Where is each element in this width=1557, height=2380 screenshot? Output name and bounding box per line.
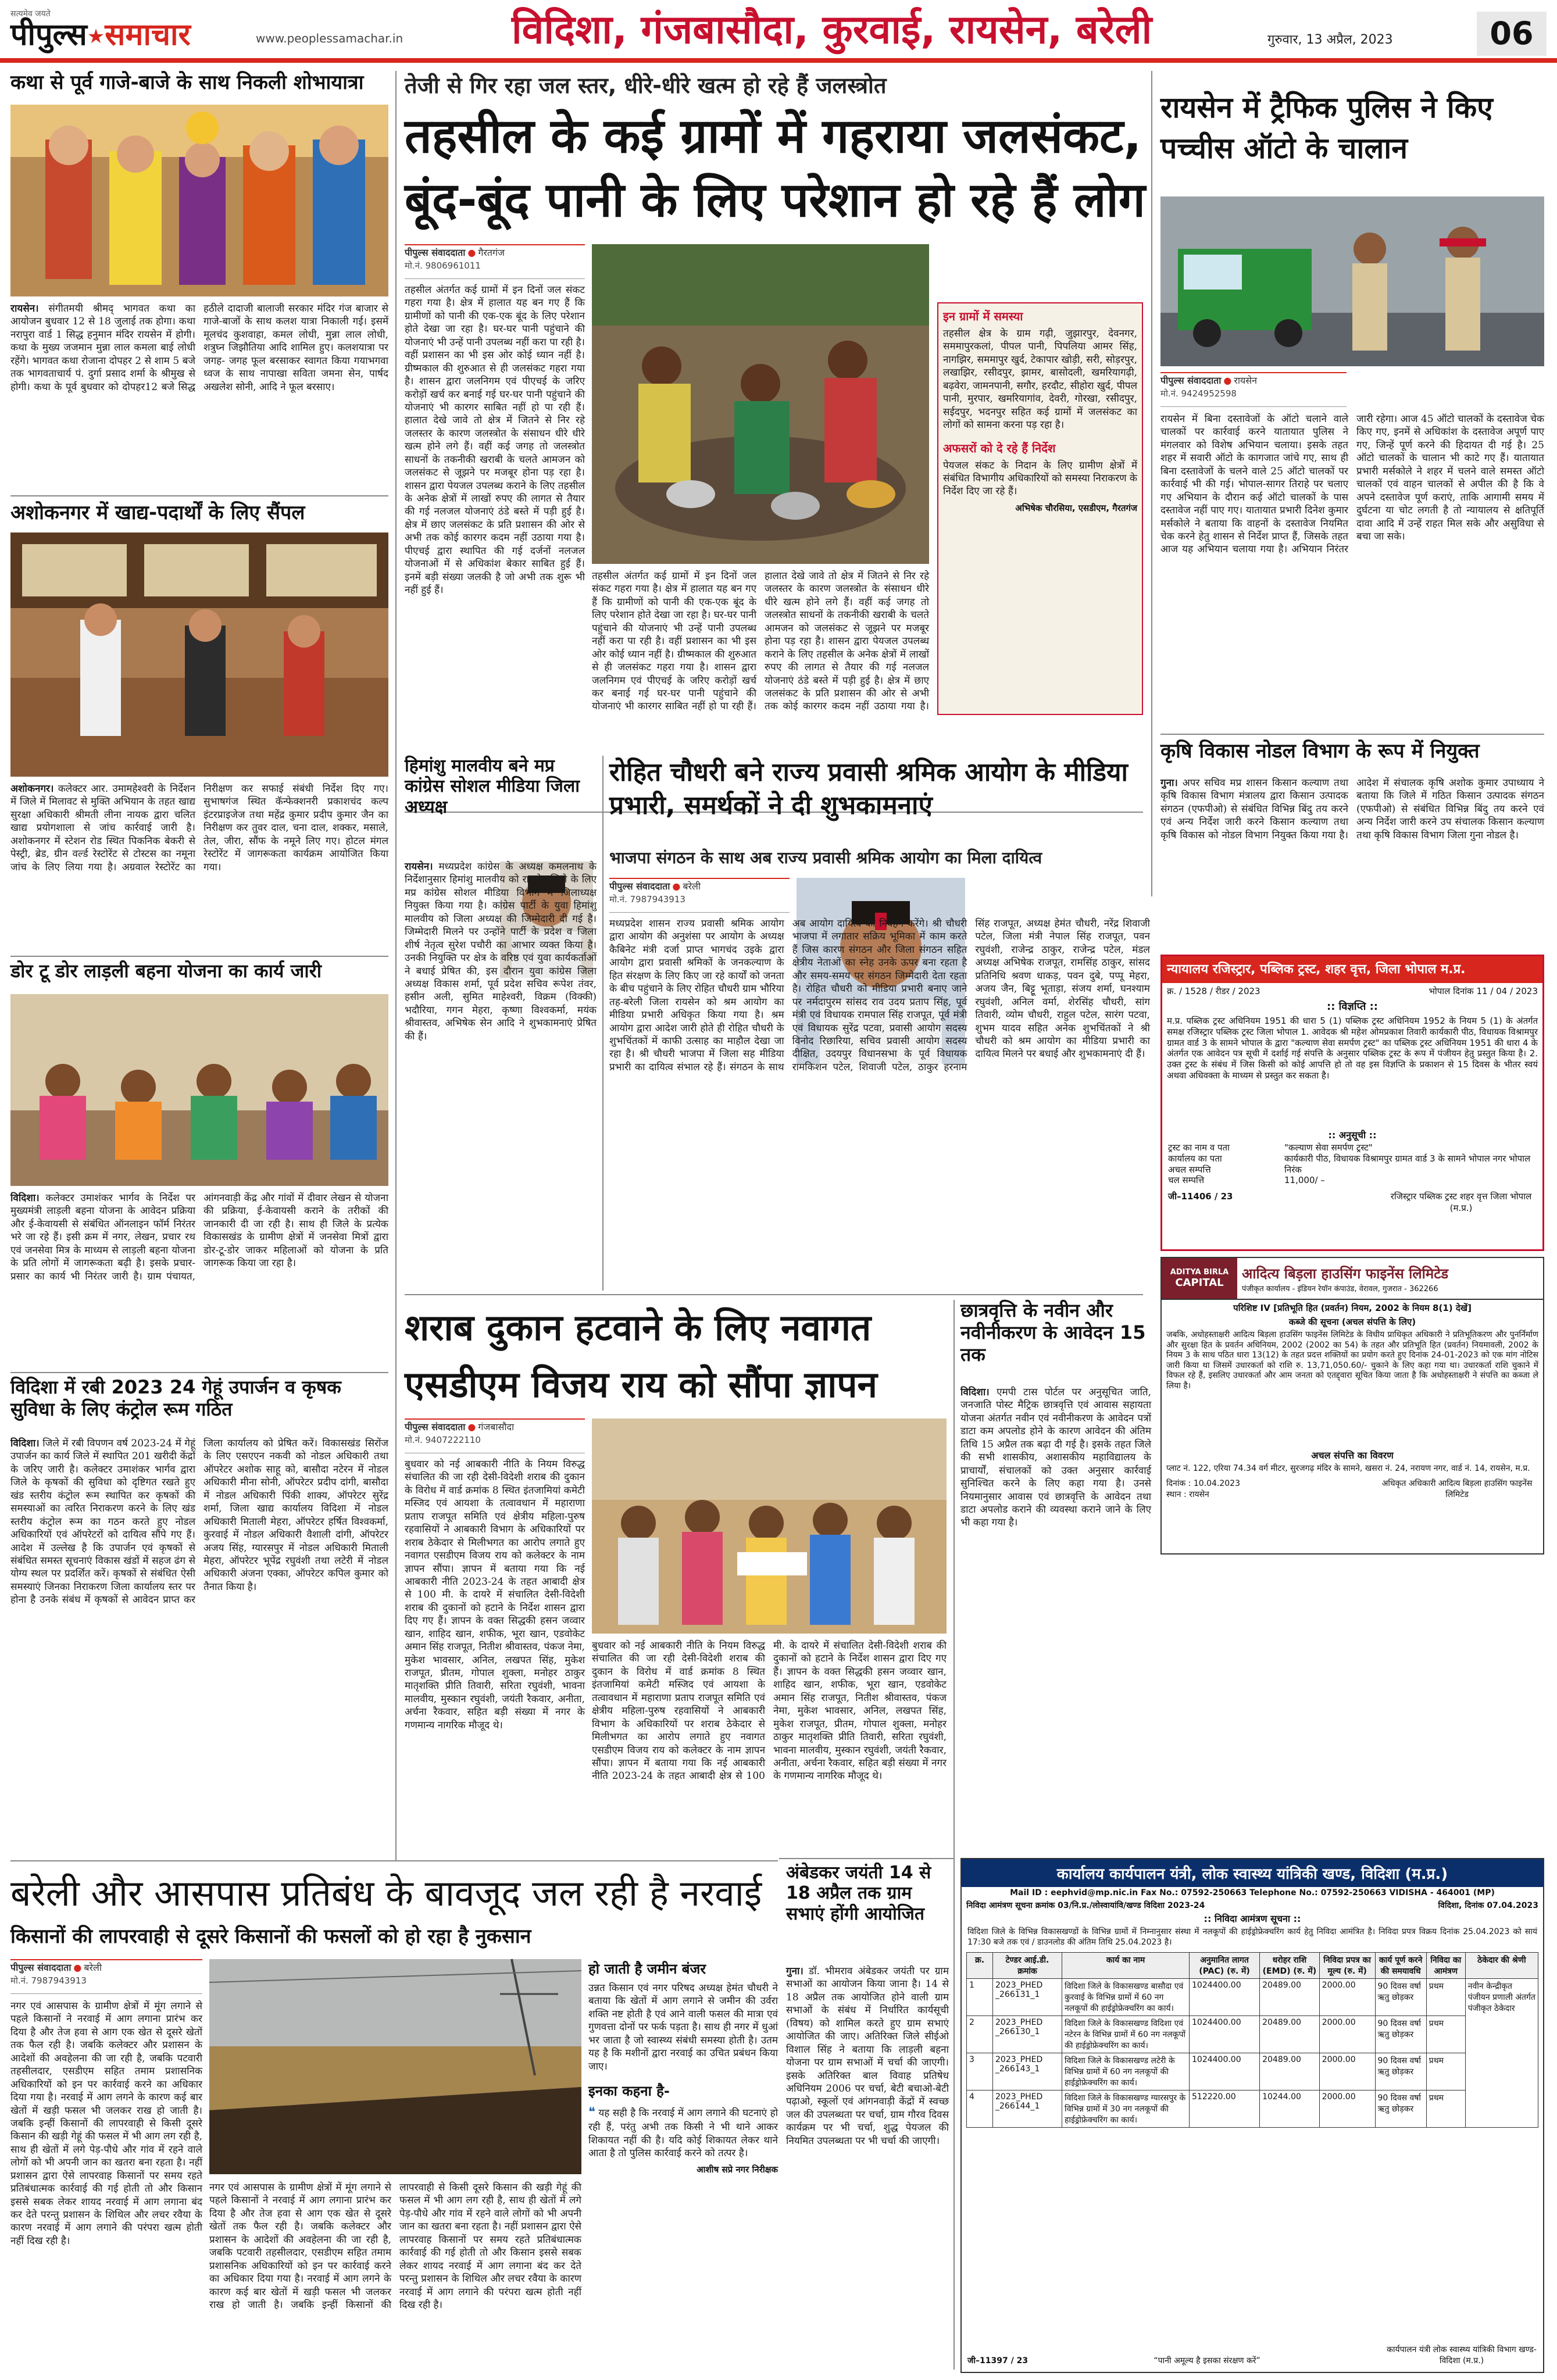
traffic-text: रायसेन में बिना दस्तावेजों के ऑटो चलाने वाले चालकों पर कार्रवाई करने यातायात पुलिस ने मंगलवार को विशेष अभियान चलाया। इसके तहत शहर में सवारी ऑटो के कागजात जांचे गए, साथ ही बिना दस्तावेजों के चलने वाले 25 ऑटो चालकों पर कार्रवाई भी की गई। भोपाल-सागर तिराहे पर चलाए गए अभियान के दौरान कई ऑटो चालकों के पास दस्तावेज नहीं पाए गए। यातायात प्रभारी दिनेश कुमार मर्सकोले ने बताया कि वाहनों के दस्तावेज नियमित चेक करने हेतु शासन से निर्देश प्राप्त हैं, जिसके तहत आज यह अभियान चलाया गया है। अभियान निरंतर जारी रहेगा। आज 45 ऑटो चालकों के दस्तावेज चेक किए गए, इनमें से अधिकांश के दस्तावेज अपूर्ण पाए गए, जिन्हें पूर्ण करने की हिदायत दी गई है। 25 ऑटो चालकों के चालान भी काटे गए हैं। यातायात प्रभारी मर्सकोले ने शहर में चलने वाले समस्त ऑटो चालकों एवं वाहन चालकों से अपील की है कि वे अपने दस्तावेज पूर्ण कराएं, ताकि आगामी समय में दुर्घटना या चोट लगती है तो न्यायालय से क्षतिपूर्ति दावा आदि में उन्हें राहत मिल सके और असुविधा से बचा जा सके।: [1160, 413, 1544, 556]
narwai-body-col1: [10, 2000, 202, 2372]
sharab-photo: [592, 1418, 947, 1634]
table-row: 2 2023_PHED _266130_1 विदिशा जिले के विकासखण्ड विदिशा एवं नटेरन के विभिन्न ग्रामों में 60 नग नलकूपों की हाईड्रोफ्रेक्चरिंग का कार्य। 1024400.00 20489.00 2000.00 90 दिवस वर्षा ऋतु छोड़कर प्रथम: [967, 2016, 1538, 2053]
water-box2-title: अफसरों को दे रहे हैं निर्देश: [943, 441, 1056, 455]
phed-note: “पानी अमूल्य है इसका संरक्षण करें”: [1154, 2356, 1260, 2365]
ambedkar-body: [786, 1965, 949, 2366]
rohit-text: मध्यप्रदेश शासन राज्य प्रवासी श्रमिक आयोग द्वारा आयोग की अनुशंसा पर आयोग के अध्यक्ष कैबिनेट मंत्री दर्जा प्राप्त भागचंद उइके द्वारा आयोग द्वारा प्रवासी श्रमिकों के जनकल्याण के हित संरक्षण के लिए किए जा रहे कार्यों को जनता के बीच पहुंचाने के लिए रोहित चौधरी ग्राम भौरिया तह-बरेली जिला रायसेन को श्रम आयोग का मीडिया प्रभारी अधिकृत किया गया है। श्रम आयोग द्वारा आदेश जारी होते ही रोहित चौधरी के शुभचिंतकों में काफी उत्साह का माहौल देखा जा रहा है। श्री चौधरी भाजपा में जिला सह मीडिया प्रभारी का दायित्व संभाल रहे हैं। संगठन के साथ अब आयोग दायित्व का निर्वहन करेंगे। श्री चौधरी भाजपा में लगातार सक्रिय भूमिका में काम करते हैं जिस कारण संगठन और जिला संगठन सहित क्षेत्रीय नेताओं का स्नेह उनके ऊपर बना रहता है और समय-समय पर संगठन जिम्मेदारी देता रहता है। रोहित चौधरी को मीडिया प्रभारी बनाए जाने पर नर्मदापुरम सांसद राव उदय प्रताप सिंह, पूर्व मंत्री एवं विधायक रामपाल सिंह राजपूत, पूर्व मंत्री एवं विधायक सुरेंद्र पटवा, प्रवासी आयोग सदस्य विनोद रिछारिया, सचिव प्रवासी आयोग सदस्य दीक्षित, उदयपुर विधानसभा के पूर्व विधायक रामकिशन पटेल, शिवाजी पटेल, ठाकुर हरनाम सिंह राजपूत, अध्यक्ष हेमंत चौधरी, नरेंद्र शिवाजी पटेल, जिला मंत्री नेपाल सिंह राजपूत, पवन रघुवंशी, राजेन्द्र ठाकुर, राजेन्द्र पटेल, मंडल अध्यक्ष अभिषेक राजपूत, रामसिंह ठाकुर, सांसद प्रतिनिधि श्रवण धाकड़, पवन दुबे, पप्पू मेहरा, अजय जैन, बिट्टू भूताड़ा, संजय शर्मा, घनश्याम रघुवंशी, अनिल वर्मा, शेरसिंह चौधरी, सांग तिवारी, व्योम चौधरी, राहुल पटेल, सारंग पटवा, शुभम यादव सहित अनेक शुभचिंतकों ने श्री चौधरी को श्रम आयोग का मीडिया प्रभारी का दायित्व मिलने पर बधाई और शुभकामनाएं दी हैं।: [609, 918, 1150, 1073]
masthead-date: गुरुवार, 13 अप्रैल, 2023: [1267, 33, 1393, 47]
column-divider: [395, 71, 397, 1861]
water-body-col2: [592, 570, 929, 715]
aditya-header: आदित्य बिड़ला हाउसिंग फाइनेंस लिमिटेड: [1242, 1265, 1449, 1282]
byline-name: पीपुल्स संवाददाता: [1160, 375, 1222, 386]
narwai-quote-body: [588, 2104, 778, 2160]
rohit-body: [609, 917, 1150, 1289]
chhatra-lead: विदिशा।: [960, 1386, 990, 1398]
aditya-logo-top: ADITYA BIRLA: [1170, 1268, 1229, 1277]
byline-name: पीपुल्स संवाददाता: [609, 881, 670, 892]
phed-notice: [960, 1858, 1544, 2373]
byline-place: बरेली: [84, 1962, 102, 1973]
ambedkar-headline: अंबेडकर जयंती 14 से 18 अप्रैल तक ग्राम सभाएं होंगी आयोजित: [786, 1863, 931, 1924]
divider: [779, 1858, 954, 1859]
byline-mobile: मो.नं. 9407222110: [405, 1435, 481, 1445]
divider: [1160, 734, 1544, 735]
traffic-headline: रायसेन में ट्रैफिक पुलिस ने किए पच्चीस ऑटो के चालान: [1160, 91, 1493, 165]
sampling-text: कलेक्टर आर. उमामहेश्वरी के निर्देशन में जिले में मिलावट से मुक्ति अभियान के तहत खाद्य सुरक्षा अधिकारी श्रीमती लीना नायक द्वारा चलित खाद्य प्रयोगशाला से जांच कार्रवाई जारी है। अशोकनगर में स्टेशन रोड स्थित पिकनिक बेकरी से पेस्ट्री, ब्रेड, ग्रीन वर्ल्ड रेस्टोरेंट से टोस्टस का नमूना जांच के लिए लिया गया है। अग्रवाल रेस्टोरेंट का निरीक्षण कर सफाई संबंधी निर्देश दिए गए। सुभाषगंज स्थित कॅन्फेक्शनरी प्रकाशचंद कल्प इंटरप्राइजेज तथा महेंद्र कुमार प्रदीप कुमार जैन का निरीक्षण कर तुवर दाल, चना दाल, शक्कर, मसाले, तेल, जीरा, सौंफ के नमूने लिए गए। होटल मंगल रेस्टोरेंट में जागरूकता कार्यक्रम आयोजित किया गया।: [10, 783, 388, 873]
registrar-sign-right: रजिस्ट्रार पब्लिक ट्रस्ट शहर वृत्त जिला भोपाल (म.प्र.): [1390, 1191, 1532, 1213]
sampling-lead: अशोकनगर।: [10, 783, 54, 795]
sampling-photo: [10, 533, 388, 777]
aditya-notice: [1160, 1257, 1544, 1554]
narwai-byline: पीपुल्स संवाददाता ● बरेली मो.नं. 7987943913: [10, 1959, 202, 1994]
himanshu-headline-text: हिमांशु मालवीय बने मप्र कांग्रेस सोशल मीडिया जिला अध्यक्ष: [405, 756, 580, 817]
ladli-body: [10, 1192, 388, 1366]
schedule-row: चल सम्पत्ति 11,000/ –: [1168, 1175, 1325, 1186]
schedule-row: ट्रस्ट का नाम व पता "कल्याण सेवा समर्पण ट्रस्ट": [1168, 1142, 1373, 1153]
column-divider: [954, 1300, 955, 2370]
sampling-body: [10, 782, 388, 951]
registrar-notice: [1160, 955, 1544, 1251]
table-row: 1 2023_PHED _266131_1 विदिशा जिले के विकासखण्ड बासौदा एवं कुरवाई के विभिन्न ग्रामों में 60 नग नलकूपों की हाईड्रोफ्रेक्चरिंग का कार्य। 1024400.00 20489.00 2000.00 90 दिवस वर्षा ऋतु छोड़कर प्रथम नवीन केन्द्रीकृत पंजीयन प्रणाली अंतर्गत पंजीकृत ठेकेदार: [967, 1979, 1538, 2016]
registrar-schedule: [1162, 1141, 1542, 1187]
sharab-body-col1: [405, 1458, 585, 1853]
shobhayatra-photo: [10, 105, 388, 296]
schedule-row: अचल सम्पत्ति निरंक: [1168, 1164, 1302, 1175]
rabi-body: [10, 1437, 388, 1856]
narwai-box-title: हो जाती है जमीन बंजर: [588, 1961, 706, 1977]
byline-place: गंजबासौदा: [478, 1421, 515, 1432]
registrar-header: न्यायालय रजिस्ट्रार, पब्लिक ट्रस्ट, शहर वृत्त, जिला भोपाल म.प्र.: [1162, 956, 1542, 983]
registrar-ref: क्र. / 1528 / रीडर / 2023: [1167, 986, 1260, 996]
divider: [10, 956, 388, 957]
divider: [10, 1860, 778, 1861]
chhatra-text: एमपी टास पोर्टल पर अनुसूचित जाति, जनजाति पोस्ट मैट्रिक छात्रवृत्ति एवं आवास सहायता योजना अंतर्गत नवीन एवं नवीनीकरण के आवेदन पत्रों डाटा कम अपलोड होने के कारण आवेदन की अंतिम तिथि 15 अप्रैल तक बढ़ा दी गई है। इसके तहत जिले की सभी शासकीय, अशासकीय महाविद्यालय के प्राचार्यों, संचालकों को उक्त अनुसार कार्रवाई सुनिश्चित करने के लिए कहा गया है। उनसे नियमानुसार आवास एवं छात्रवृत्ति के आवेदन तथा डाटा अपलोड कराने की व्यवस्था कराने जाने के लिए भी कहा गया है।: [960, 1386, 1152, 1529]
byline-name: पीपुल्स संवाददाता: [405, 247, 466, 258]
ladli-headline: डोर टू डोर लाड़ली बहना योजना का कार्य जारी: [10, 960, 322, 982]
shobhayatra-lead: रायसेन।: [10, 303, 39, 315]
ambedkar-lead: गुना।: [786, 1966, 804, 1977]
rabi-lead: विदिशा।: [10, 1438, 40, 1449]
sharab-body-col2: [592, 1639, 947, 1854]
phed-sub: :: निविदा आमंत्रण सूचना ::: [1204, 1913, 1301, 1924]
byline-place: रायसेन: [1234, 375, 1258, 386]
sharab-text-continued: बुधवार को नई आबकारी नीति के नियम विरुद्ध संचालित की जा रही देसी-विदेशी शराब की दुकान के विरोध में वार्ड क्रमांक 8 स्थित इंतजामियां कमेटी मस्जिद एवं आयशा के तत्वावधान में महाराणा प्रताप राजपूत समिति एवं क्षेत्रीय महिला-पुरुष रहवासियों ने आबकारी विभाग के अधिकारियों पर शराब ठेकेदार से मिलीभगत का आरोप लगाते हुए नवागत एसडीएम विजय राय को कलेक्टर के नाम ज्ञापन सौंपा। ज्ञापन में बताया गया कि नई आबकारी नीति 2023-24 के तहत आबादी क्षेत्र से 100 मी. के दायरे में संचालित देसी-विदेशी शराब की दुकानों को हटाने के निर्देश शासन द्वारा दिए गए हैं। ज्ञापन के वक्त सिद्धकी हसन जव्वार खान, शाहिद खान, शफीक, भूरा खान, एडवोकेट अमान सिंह राजपूत, नितीश श्रीवास्तव, पंकज नेमा, मुकेश भावसार, अनिल, लखपत सिंह, मुकेश राजपूत, प्रीतम, गोपाल शुक्ला, मनोहर ठाकुर मातृशक्ति प्रीति तिवारी, सरिता रघुवंशी, भावना मालवीय, मुस्कान रघुवंशी, जयंती रैकवार, अनीता, अर्चना रैकवार, सहित बड़ी संख्या में नगर के गणमान्य नागरिक मौजूद थे।: [592, 1640, 947, 1782]
narwai-quote-title: इनका कहना है-: [588, 2083, 670, 2100]
rohit-headline: रोहित चौधरी बने राज्य प्रवासी श्रमिक आयोग के मीडिया प्रभारी, समर्थकों ने दी शुभकामनाएं: [609, 757, 1128, 821]
narwai-headline: बरेली और आसपास प्रतिबंध के बावजूद जल रही है नरवाई: [10, 1872, 762, 1914]
narwai-sidebox: [588, 1959, 778, 2372]
aditya-sub: पंजीकृत कार्यालय - इंडियन रेयॉन कंपाउंड, वेरावल, गुजरात - 362266: [1242, 1284, 1438, 1293]
table-row: 3 2023_PHED _266143_1 विदिशा जिले के विकासखण्ड लटेरी के विभिन्न ग्रामों में 60 नग नलकूपों की हाईड्रोफ्रेक्चरिंग का कार्य। 1024400.00 20489.00 2000.00 90 दिवस वर्षा ऋतु छोड़कर प्रथम: [967, 2053, 1538, 2090]
registrar-sign-left: जी–11406 / 23: [1168, 1191, 1233, 1202]
rabi-text: जिले में रबी विपणन वर्ष 2023-24 में गेहूं उपार्जन का कार्य जिले में स्थापित 201 खरीदी केंद्रों के जरिए जारी है। कलेक्टर उमाशंकर भार्गव द्वारा जिले के कृषकों की सुविधा को दृष्टिगत रखते हुए खंड स्तरीय कंट्रोल रूम स्थापित कर कृषकों की समस्याओं का त्वरित निराकरण करने के लिए खंड स्तरीय कंट्रोल रूम का गठन करते हुए नोडल अधिकारियों एवं ऑपरेटरों को दायित्व सौंपे गए हैं। आदेश में उल्लेख है कि उपार्जन एवं कृषकों से संबंधित समस्त सूचनाएं विकास खंडों में सहज ढंग से योग्य स्थल पर प्रदर्शित करें। कृषकों से संबंधित ऐसी समस्याएं जिनका निराकरण जिला कार्यालय स्तर पर होना है उनके संबंध में कृषकों से आवेदन प्राप्त कर जिला कार्यालय को प्रेषित करें। विकासखंड सिरोंज के लिए एसएएन नकवी को नोडल अधिकारी तथा ऑपरेटर अशोक साहू को, बासौदा नटेरन में नोडल अधिकारी मीना सोनी, ऑपरेटर प्रदीप दांगी, बासौदा में नोडल अधिकारी पिंकी शाक्य, ऑपरेटर सुरेंद्र शर्मा, जिला खाद्य कार्यालय विदिशा में नोडल अधिकारी मिताली मेहरा, ऑपरेटर हर्षित विश्वकर्मा, कुरवाई में नोडल अधिकारी वैशाली दांगी, ऑपरेटर अजय सिंह, ग्यारसपुर में नोडल अधिकारी मिताली मेहरा, ऑपरेटर भूपेंद्र रघुवंशी तथा लटेरी में नोडल अधिकारी अंजना एक्का, ऑपरेटर कपिल कुमार को तैनात किया है।: [10, 1438, 388, 1606]
registrar-schedule-title: :: अनुसूची ::: [1328, 1130, 1377, 1141]
rohit-byline: पीपुल्स संवाददाता ● बरेली मो.नं. 7987943913: [609, 878, 790, 913]
himanshu-headline-block: [405, 756, 597, 855]
column-divider: [1151, 71, 1152, 896]
water-box-title: इन ग्रामों में समस्या: [943, 309, 1023, 323]
divider: [10, 1372, 388, 1373]
water-text: तहसील अंतर्गत कई ग्रामों में इन दिनों जल संकट गहरा गया है। क्षेत्र में हालात यह बन गए हैं कि ग्रामीणों को पानी की एक-एक बूंद के लिए परेशान होते देखा जा रहा है। घर-घर पानी पहुंचाने की योजनाएं भी उन्हें पानी उपलब्ध नहीं करा पा रही है। वहीं प्रशासन का भी इस ओर कोई ध्यान नहीं है। ग्रीष्मकाल की शुरुआत से ही जलसंकट गहरा गया है। शासन द्वारा जलनिगम एवं पीएचई के जरिए करोड़ों खर्च कर बनाई गई घर-घर पानी पहुंचाने की योजनाएं भी कारगर साबित नहीं हो पा रही हैं। हालात देखे जावे तो क्षेत्र में जितने से निर रहे जलस्तर के कारण जलस्त्रोत के संसाधन धीरे धीरे खत्म होने लगे हैं। वहीं कई जगह तो जलस्त्रोत साधनों के तकनीकी खराबी के चलते आमजन को जलसंकट से जूझने पर मजबूर होना पड़ रहा है। शासन द्वारा पेयजल उपलब्ध कराने के लिए तहसील के अनेक क्षेत्रों में लाखों रुपए की लागत से तैयार की गई नलजल योजनाएं ठंडे बस्ते में पड़ी हुई है। क्षेत्र में छाए जलसंकट के प्रति प्रशासन की ओर से अभी तक कोई कारगर कदम नहीं उठाया गया है। पीएचई द्वारा स्थापित की गई दर्जनों नलजल योजनाओं में से अधिकांश बेकार साबित हुई हैं। इनमें बड़ी संख्या जलकी है जो अभी तक शुरू भी नहीं हुई हैं।: [405, 284, 585, 596]
aditya-body: जबकि, अधोहस्ताक्षरी आदित्य बिड़ला हाउसिंग फाइनेंस लिमिटेड के विधीय प्राधिकृत अधिकारी ने प्रतिभूतिकरण और पुनर्निर्माण और सुरक्षा हित के प्रवर्तन अधिनियम, 2002 (2002 का 54) के तहत और प्रतिभूति हित (प्रवर्तन) नियमावली, 2002 के नियम 3 के साथ पठित धारा 13(12) के तहत प्रदत्त शक्तियों का प्रयोग करते हुए दिनांक 24-01-2023 को एक मांग नोटिस जारी किया था जिसमें उधारकर्ता को राशि रु. 13,71,050.60/- चुकाने के लिए कहा गया था। उधारकर्ता राशि चुकाने में विफल रहे हैं, इसलिए उधारकर्ता और आम जनता को एतद्द्वारा सूचित किया जाता है कि अधोहस्ताक्षरी ने संपत्ति का कब्जा ले लिया है।: [1166, 1330, 1538, 1391]
schedule-row: कार्यालय का पता कार्यकारी पीठ, विधायक विश्रामपुर ग्रामत वार्ड 3 के सामने भोपाल नगर भोपाल: [1168, 1153, 1531, 1164]
sharab-byline: पीपुल्स संवाददाता ● गंजबासौदा मो.नं. 9407222110: [405, 1418, 585, 1453]
byline-place: गैरतगंज: [478, 247, 505, 258]
aditya-sign: अधिकृत अधिकारी आदित्य बिड़ला हाउसिंग फाइनेंस लिमिटेड: [1381, 1478, 1533, 1499]
quote-icon: ❝: [588, 2105, 595, 2120]
ladli-lead: विदिशा।: [10, 1192, 40, 1204]
water-box2-sign: अभिषेक चौरसिया, एसडीएम, गैरतगंज: [1015, 502, 1137, 513]
krishi-lead: गुना।: [1160, 777, 1178, 789]
column-divider: [602, 756, 603, 1291]
divider: [405, 1294, 1143, 1295]
narwai-quote-text: यह सही है कि नरवाई में आग लगाने की घटनाएं हो रही हैं, परंतु अभी तक किसी ने भी थाने आकर शिकायत नहीं की है। यदि कोई शिकायत लेकर थाने आता है तो पुलिस कार्रवाई करने को तत्पर है।: [588, 2107, 778, 2159]
byline-mobile: मो.नं. 9806961011: [405, 260, 481, 271]
phed-header: कार्यालय कार्यपालन यंत्री, लोक स्वास्थ्य यांत्रिकी खण्ड, विदिशा (म.प्र.): [962, 1859, 1543, 1887]
water-sidebox: [937, 302, 1143, 715]
chhatra-body: [960, 1386, 1151, 1851]
registrar-body: म.प्र. पब्लिक ट्रस्ट अधिनियम 1951 की धारा 5 (1) पब्लिक ट्रस्ट अधिनियम 1952 के नियम 5 (1) के अंतर्गत समक्ष रजिस्ट्रार पब्लिक ट्रस्ट जिला भोपाल 1. आवेदक श्री महेश ओमप्रकाश तिवारी कार्यकारी पीठ, विधायक विश्रामपुर ग्रामत वार्ड 3 के सामने भोपाल के द्वारा "कल्याण सेवा समर्पण ट्रस्ट" का पब्लिक ट्रस्ट अधिनियम 1951 की धारा 4 के अंतर्गत एक आवेदन पत्र सूची में दर्शाई गई संपत्ति के अनुसार पब्लिक ट्रस्ट के रूप में पंजीयन हेतु प्रस्तुत किया है। 2. उक्त ट्रस्ट के संबंध में जिस किसी को कोई आपत्ति हो तो वह इस विज्ञप्ति के प्रकाशन से 15 दिवस के भीतर स्वयं अथवा अधिवक्ता के माध्यम से प्रस्तुत कर सकता है।: [1167, 1016, 1538, 1081]
masthead-edition-title: विदिशा, गंजबासौदा, कुरवाई, रायसेन, बरेली: [512, 7, 1152, 53]
aditya-property: प्लाट नं. 122, एरिया 74.34 वर्ग मीटर, सुरजगढ़ मंदिर के सामने, खसरा नं. 24, नरायण नगर, वार्ड नं. 14, रायसेन, म.प्र.: [1166, 1464, 1530, 1473]
phed-table-header: क्र. टेण्डर आई.डी. क्रमांक कार्य का नाम अनुमानित लागत (PAC) (रु. में) धरोहर राशि (EMD) (रु. में) निविदा प्रपत्र का मूल्य (रु. में) कार्य पूर्ण करने की समयावधि निविदा का आमंत्रण ठेकेदार की श्रेणी: [967, 1953, 1538, 1979]
krishi-headline: कृषि विकास नोडल विभाग के रूप में नियुक्त: [1160, 739, 1480, 763]
masthead-rule: [0, 58, 1557, 63]
sharab-text: बुधवार को नई आबकारी नीति के नियम विरुद्ध संचालित की जा रही देसी-विदेशी शराब की दुकान के विरोध में वार्ड क्रमांक 8 स्थित इंतजामियां कमेटी मस्जिद एवं आयशा के तत्वावधान में महाराणा प्रताप राजपूत समिति एवं क्षेत्रीय महिला-पुरुष रहवासियों ने आबकारी विभाग के अधिकारियों पर शराब ठेकेदार से मिलीभगत का आरोप लगाते हुए नवागत एसडीएम विजय राय को कलेक्टर के नाम ज्ञापन सौंपा। ज्ञापन में बताया गया कि नई आबकारी नीति 2023-24 के तहत आबादी क्षेत्र से 100 मी. के दायरे में संचालित देसी-विदेशी शराब की दुकानों को हटाने के निर्देश शासन द्वारा दिए गए हैं। ज्ञापन के वक्त सिद्धकी हसन जव्वार खान, शाहिद खान, शफीक, भूरा खान, एडवोकेट अमान सिंह राजपूत, नितीश श्रीवास्तव, पंकज नेमा, मुकेश भावसार, अनिल, लखपत सिंह, मुकेश राजपूत, प्रीतम, गोपाल शुक्ला, मनोहर ठाकुर मातृशक्ति प्रीति तिवारी, सरिता रघुवंशी, भावना मालवीय, मुस्कान रघुवंशी, जयंती रैकवार, अनीता, अर्चना रैकवार, सहित बड़ी संख्या में नगर के गणमान्य नागरिक मौजूद थे।: [405, 1459, 585, 1731]
logo-prefix: पीपुल्स: [10, 17, 87, 52]
logo-suffix: समाचार: [105, 17, 191, 52]
himanshu-lead: रायसेन।: [405, 861, 433, 873]
masthead-website[interactable]: www.peoplessamachar.in: [256, 31, 403, 45]
ladli-photo: [10, 994, 388, 1186]
traffic-byline: पीपुल्स संवाददाता ● रायसेन मो.नं. 9424952598: [1160, 372, 1347, 407]
byline-place: बरेली: [683, 881, 701, 892]
sharab-headline-line1: शराब दुकान हटवाने के लिए नवागत: [405, 1306, 872, 1349]
himanshu-text: मध्यप्रदेश कांग्रेस के अध्यक्ष कमलनाथ के निर्देशानुसार हिमांशु मालवीय को रायसेन जिले के लिए मप्र कांग्रेस सोशल मीडिया विभाग में जिलाध्यक्ष नियुक्त किया गया है। कांग्रेस पार्टी के युवा हिमांशु मालवीय को जिला अध्यक्ष की जिम्मेदारी दी गई है। जिम्मेदारी मिलने पर उन्होंने पार्टी के प्रदेश व जिला शीर्ष नेतृत्व सुरेश पचौरी का आभार व्यक्त किया है। उनकी नियुक्ति पर क्षेत्र के वरिष्ठ एवं युवा कार्यकर्ताओं ने बधाई प्रेषित की, इस दौरान युवा कांग्रेस जिला अध्यक्ष विकास शर्मा, पूर्व प्रदेश सचिव रूपेश तंवर, हसीन अली, सुमित माहेश्वरी, विक्रम (विक्की) भदौरिया, गगन मेहरा, कृष्णा विश्वकर्मा, मयंक श्रीवास्तव, अभिषेक सेन आदि ने शुभकामनाएं प्रेषित की हैं।: [405, 861, 597, 1042]
water-box2-body: पेयजल संकट के निदान के लिए ग्रामीण क्षेत्रों में संबंधित विभागीय अधिकारियों को समस्या निराकरण के निर्देश दिए जा रहे हैं।: [943, 459, 1137, 498]
narwai-photo: [209, 1959, 581, 2174]
table-row: 4 2023_PHED _266144_1 विदिशा जिले के विकासखण्ड ग्यारसपुर के विभिन्न ग्रामों में 30 नग नलकूपों की हाईड्रोफ्रेक्चरिंग का कार्य। 512220.00 10244.00 2000.00 90 दिवस वर्षा ऋतु छोड़कर प्रथम: [967, 2090, 1538, 2128]
rohit-kicker: भाजपा संगठन के साथ अब राज्य प्रवासी श्रमिक आयोग का मिला दायित्व: [609, 848, 1042, 867]
byline-mobile: मो.नं. 9424952598: [1160, 388, 1237, 399]
registrar-title: :: विज्ञप्ति ::: [1327, 1000, 1378, 1013]
aditya-logo-bottom: CAPITAL: [1175, 1277, 1224, 1289]
byline-name: पीपुल्स संवाददाता: [405, 1421, 466, 1432]
chhatra-headline: छात्रवृत्ति के नवीन और नवीनीकरण के आवेदन 15 तक: [960, 1299, 1146, 1366]
byline-mobile: मो.नं. 7987943913: [10, 1975, 87, 1986]
shobhayatra-text: संगीतमयी श्रीमद् भागवत कथा का आयोजन बुधवार 12 से 18 जुलाई तक होगा। कथा नरापुरा वार्ड 1 सिद्ध हनुमान मंदिर रायसेन में होगी। कथा के मुख्य जजमान मुन्ना लाल कमला बाई लोधी रहेंगे। भागवत कथा रोजाना दोपहर 2 से शाम 5 बजे तक भागवताचार्य पं. दुर्गा प्रसाद शर्मा के श्रीमुख से होगी। कथा के पूर्व बुधवार को दोपहर12 बजे सिद्ध हठीले दादाजी बालाजी सरकार मंदिर गंज बाजार से गाजे-बाजों के साथ कलश यात्रा निकाली गई। इसमें मूलचंद कुशवाहा, कमल लोधी, मुन्ना लाल लोधी, शत्रुघ्न जिझौतिया आदि शामिल हुए। कलशयात्रा पर जगह- जगह फूल बरसाकर स्वागत किया गयाभगवा ध्वज के साथ नापाखा सविता जमना सेन, पार्षद अखलेश सोनी, आदि ने फूल बरसाए।: [10, 303, 388, 393]
phed-table: [966, 1952, 1538, 2128]
phed-contact: Mail ID : eephvid@mp.nic.in Fax No.: 07592-250663 Telephone No.: 07592-250663 VIDISHA - 464001 (MP): [1010, 1888, 1495, 1897]
water-text-continued: तहसील अंतर्गत कई ग्रामों में इन दिनों जल संकट गहरा गया है। क्षेत्र में हालात यह बन गए हैं कि ग्रामीणों को पानी की एक-एक बूंद के लिए परेशान होते देखा जा रहा है। घर-घर पानी पहुंचाने की योजनाएं भी उन्हें पानी उपलब्ध नहीं करा पा रही है। वहीं प्रशासन का भी इस ओर कोई ध्यान नहीं है। ग्रीष्मकाल की शुरुआत से ही जलसंकट गहरा गया है। शासन द्वारा जलनिगम एवं पीएचई के जरिए करोड़ों खर्च कर बनाई गई घर-घर पानी पहुंचाने की योजनाएं भी कारगर साबित नहीं हो पा रही हैं। हालात देखे जावे तो क्षेत्र में जितने से निर रहे जलस्तर के कारण जलस्त्रोत के संसाधन धीरे धीरे खत्म होने लगे हैं। वहीं कई जगह तो जलस्त्रोत साधनों के तकनीकी खराबी के चलते आमजन को जलसंकट से जूझने पर मजबूर होना पड़ रहा है। शासन द्वारा पेयजल उपलब्ध कराने के लिए तहसील के अनेक क्षेत्रों में लाखों रुपए की लागत से तैयार की गई नलजल योजनाएं ठंडे बस्ते में पड़ी हुई है। क्षेत्र में छाए जलसंकट के प्रति प्रशासन की ओर से अभी तक कोई कारगर कदम नहीं उठाया गया है।: [592, 570, 929, 713]
himanshu-body: [405, 860, 597, 1291]
water-headline-line1: तहसील के कई ग्रामों में गहराया जलसंकट,: [405, 109, 1142, 164]
narwai-text-continued: नगर एवं आसपास के ग्रामीण क्षेत्रों में मूंग लगाने से पहले किसानों ने नरवाई में आग लगाना प्रारंभ कर दिया है और तेज हवा से आग एक खेत से दूसरे खेतों तक फैल रही है। जबकि कलेक्टर और प्रशासन के आदेशों की अवहेलना की जा रही है, जबकि पटवारी तहसीलदार, एसडीएम सहित तमाम प्रशासनिक अधिकारियों को इन पर कार्रवाई करने का अधिकार दिया गया है। नरवाई में आग लगने के कारण कई बार खेतों में खड़ी फसल भी जलकर राख हो जाती है। जबकि इन्हीं किसानों की लापरवाही से किसी दूसरे किसान की खड़ी गेहूं की फसल में भी आग लग रही है, साथ ही खेतों में लगे पेड़-पौधे और गांव में रहने वाले लोगों को भी अपनी जान का खतरा बना रहता है। नहीं प्रशासन द्वारा ऐसे लापरवाह किसानों पर समय रहते प्रतिबंधात्मक कार्रवाई की गई होती तो और किसान इससे सबक लेकर शायद नरवाई में आग लगाना बंद कर देते परन्तु प्रशासन के शिथिल और लचर रवैया के कारण नरवाई में आग लगाने की परंपरा खत्म होती नहीं दिख रही है।: [209, 2182, 581, 2311]
shobhayatra-body: [10, 302, 388, 488]
aditya-logo: [1162, 1258, 1237, 1299]
krishi-body: [1160, 777, 1544, 951]
narwai-box-body: उन्नत किसान एवं नगर परिषद अध्यक्ष हेमंत चौधरी ने बताया कि खेतों में आग लगाने से जमीन की उर्वरा शक्ति नष्ट होती है एवं आने वाली फसल की मात्रा एवं गुणवत्ता दोनों पर फर्क पड़ता है। साथ ही नगर में धुआं भर जाता है जो स्वास्थ्य संबंधी समस्या होती है। उतम यह है कि मशीनों द्वारा नरवाई का उचित प्रबंधन किया जाए।: [588, 1982, 778, 2072]
aditya-property-title: अचल संपत्ति का विवरण: [1311, 1450, 1394, 1461]
shobhayatra-headline: कथा से पूर्व गाजे-बाजे के साथ निकली शोभायात्रा: [10, 71, 364, 94]
ladli-text: कलेक्टर उमाशंकर भार्गव के निर्देश पर मुख्यमंत्री लाड़ली बहना योजना के आवेदन प्रक्रिया और ई-केवायसी से संबंधित ऑनलाइन फॉर्म निरंतर भरे जा रहे हैं। इसी क्रम में नगर, लेखन, प्रचार रथ एवं जनसेवा मित्र के माध्यम से लाड़ली बहना योजना के प्रति लोगों में जागरूकता बढ़ी है। इसके प्रचार-प्रसार का कार्य भी निरंतर जारी है। ग्राम पंचायत, आंगनवाड़ी केंद्र और गांवों में दीवार लेखन से योजना की प्रक्रिया, ई-केवायसी कराने के तरीकों की जानकारी दी जा रही है। साथ ही जिले के प्रत्येक विकासखंड के ग्रामीण क्षेत्रों में जनसेवा मित्रों द्वारा डोर-टू-डोर जाकर महिलाओं को योजना के प्रति जागरूक किया जा रहा है।: [10, 1192, 388, 1282]
sampling-headline: अशोकनगर में खाद्य-पदार्थों के लिए सैंपल: [10, 501, 305, 524]
page-number: 06: [1477, 12, 1547, 56]
water-photo: [592, 244, 929, 564]
narwai-body-col2: [209, 2181, 581, 2373]
krishi-text: अपर सचिव मप्र शासन किसान कल्याण तथा कृषि विकास विभाग मंत्रालय द्वारा किसान उत्पादक संगठन (एफपीओ) से संबंधित विभिन्न बिंदु तय करने एवं अन्य निर्देश जारी करने किसान कल्याण तथा कृषि विकास को नोडल विभाग नियुक्त किया गया है। आदेश में संचालक कृषि अशोक कुमार उपाध्याय ने बताया कि जिले में गठित किसान उत्पादक संगठन (एफपीओ) से संबंधित विभिन्न बिंदु तय करने एवं अन्य निर्देश जारी करने उप संचालक किसान कल्याण तथा कृषि विकास विभाग जिला गुना नोडल है।: [1160, 777, 1544, 841]
byline-name: पीपुल्स संवाददाता: [10, 1962, 72, 1973]
water-body-col1: [405, 284, 585, 807]
traffic-body: [1160, 413, 1544, 727]
phed-nit-date: विदिशा, दिनांक 07.04.2023: [1438, 1901, 1538, 1910]
masthead-logo: [10, 8, 266, 52]
phed-body: विदिशा जिले के विभिन्न विकासखण्डों के विभिन्न ग्रामों में निम्नानुसार संस्था में नलकूपों की हाईड्रोफ्रेक्चरिंग कार्य हेतु निविदा आमंत्रित है। निविदा प्रपत्र विक्रय दिनांक 25.04.2023 को सायं 17:30 बजे तक एवं / डाउनलोड की अंतिम तिथि 25.04.2023 है।: [967, 1927, 1537, 1947]
sharab-headline-line2: एसडीएम विजय राय को सौंपा ज्ञापन: [405, 1363, 877, 1406]
narwai-kicker: किसानों की लापरवाही से दूसरे किसानों की फसलों को हो रहा है नुकसान: [10, 1925, 531, 1948]
byline-mobile: मो.नं. 7987943913: [609, 894, 685, 905]
phed-sign-left: जी–11397 / 23: [967, 2356, 1029, 2365]
narwai-quote-sign: आशीष सप्रे नगर निरीक्षक: [697, 2164, 778, 2175]
divider: [10, 495, 388, 496]
registrar-date: भोपाल दिनांक 11 / 04 / 2023: [1429, 986, 1538, 996]
logo-star-icon: ★: [87, 25, 105, 48]
masthead-tagline: सत्यमेव जयते: [10, 9, 51, 19]
water-box-body: तहसील क्षेत्र के ग्राम गढ़ी, जुझारपुर, देवनगर, सममापुरकलां, पीपल पानी, पिपलिया आमर सिंह, नागझिर, सममापुर खुर्द, टेकापार खोड़ी, सरी, सोड़रपुर, लखाझिर, रसीदपुर, झामर, बासोदली, खमरियागढ़ी, बढ़वेरा, जामनपानी, सगौर, हरदौट, सीहोरा खुर्द, पीपल पानी, मुरपार, खमरियागांव, देवरी, गोरखा, रसीदपुर, सईदपुर, भदनपुर सहित कई ग्रामों में जलसंकट का लोगों को सामना करना पड़ रहा है।: [943, 328, 1137, 431]
aditya-date: दिनांक : 10.04.2023: [1166, 1478, 1240, 1488]
aditya-subtitle: कब्जे की सूचना (अचल संपत्ति के लिए): [1288, 1317, 1416, 1327]
ambedkar-text: डॉ. भीमराव अंबेडकर जयंती पर ग्राम सभाओं का आयोजन किया जाना है। 14 से 18 अप्रैल तक आयोजित होने वाली ग्राम सभाओं के संबंध में निर्धारित कार्यसूची (विषय) को शामिल करते हुए ग्राम सभाएं आयोजित की जाए। अतिरिक्त जिले सीईओ विशाल सिंह ने बताया कि लाड़ली बहना योजना पर ग्राम सभाओं में चर्चा की जाएगी। इसके अतिरिक्त बाल विवाह प्रतिषेध अधिनियम 2006 पर चर्चा, बेटी बचाओ-बेटी पढ़ाओ, स्कूलों एवं आंगनवाड़ी केंद्रों में स्वच्छ जल की उपलब्धता पर चर्चा, ग्राम गौरव दिवस कार्यक्रम पर भी चर्चा, शुद्ध पेयजल की नियमित उपलब्धता पर भी चर्चा की जाएगी।: [786, 1966, 949, 2147]
narwai-text: नगर एवं आसपास के ग्रामीण क्षेत्रों में मूंग लगाने से पहले किसानों ने नरवाई में आग लगाना प्रारंभ कर दिया है और तेज हवा से आग एक खेत से दूसरे खेतों तक फैल रही है। जबकि कलेक्टर और प्रशासन के आदेशों की अवहेलना की जा रही है, जबकि पटवारी तहसीलदार, एसडीएम सहित तमाम प्रशासनिक अधिकारियों को इन पर कार्रवाई करने का अधिकार दिया गया है। नरवाई में आग लगने के कारण कई बार खेतों में खड़ी फसल भी जलकर राख हो जाती है। जबकि इन्हीं किसानों की लापरवाही से किसी दूसरे किसान की खड़ी गेहूं की फसल में भी आग लग रही है, साथ ही खेतों में लगे पेड़-पौधे और गांव में रहने वाले लोगों को भी अपनी जान का खतरा बना रहता है। नहीं प्रशासन द्वारा ऐसे लापरवाह किसानों पर समय रहते प्रतिबंधात्मक कार्रवाई की गई होती तो और किसान इससे सबक लेकर शायद नरवाई में आग लगाना बंद कर देते परन्तु प्रशासन के शिथिल और लचर रवैया के कारण नरवाई में आग लगाने की परंपरा खत्म होती नहीं दिख रही है।: [10, 2000, 202, 2247]
aditya-title: परिशिष्ट IV [प्रतिभूति हित (प्रवर्तन) नियम, 2002 के नियम 8(1) देखें]: [1233, 1303, 1472, 1313]
phed-sign-right: कार्यपालन यंत्री लोक स्वास्थ्य यांत्रिकी विभाग खण्ड-विदिशा (म.प्र.): [1387, 2345, 1537, 2365]
water-byline: पीपुल्स संवाददाता ● गैरतगंज मो.नं. 9806961011: [405, 244, 585, 279]
phed-nit: निविदा आमंत्रण सूचना क्रमांक 03/नि.प्र./लोस्वायांवि/खण्ड विदिशा 2023-24: [966, 1901, 1205, 1910]
aditya-place: स्थान : रायसेन: [1166, 1489, 1209, 1499]
water-kicker: तेजी से गिर रहा जल स्तर, धीरे-धीरे खत्म हो रहे हैं जलस्त्रोत: [405, 73, 887, 98]
traffic-photo: [1160, 196, 1544, 366]
water-headline-line2: बूंद-बूंद पानी के लिए परेशान हो रहे हैं लोग: [405, 173, 1145, 228]
rabi-headline: विदिशा में रबी 2023 24 गेहूं उपार्जन व कृषक सुविधा के लिए कंट्रोल रूम गठित: [10, 1376, 341, 1420]
